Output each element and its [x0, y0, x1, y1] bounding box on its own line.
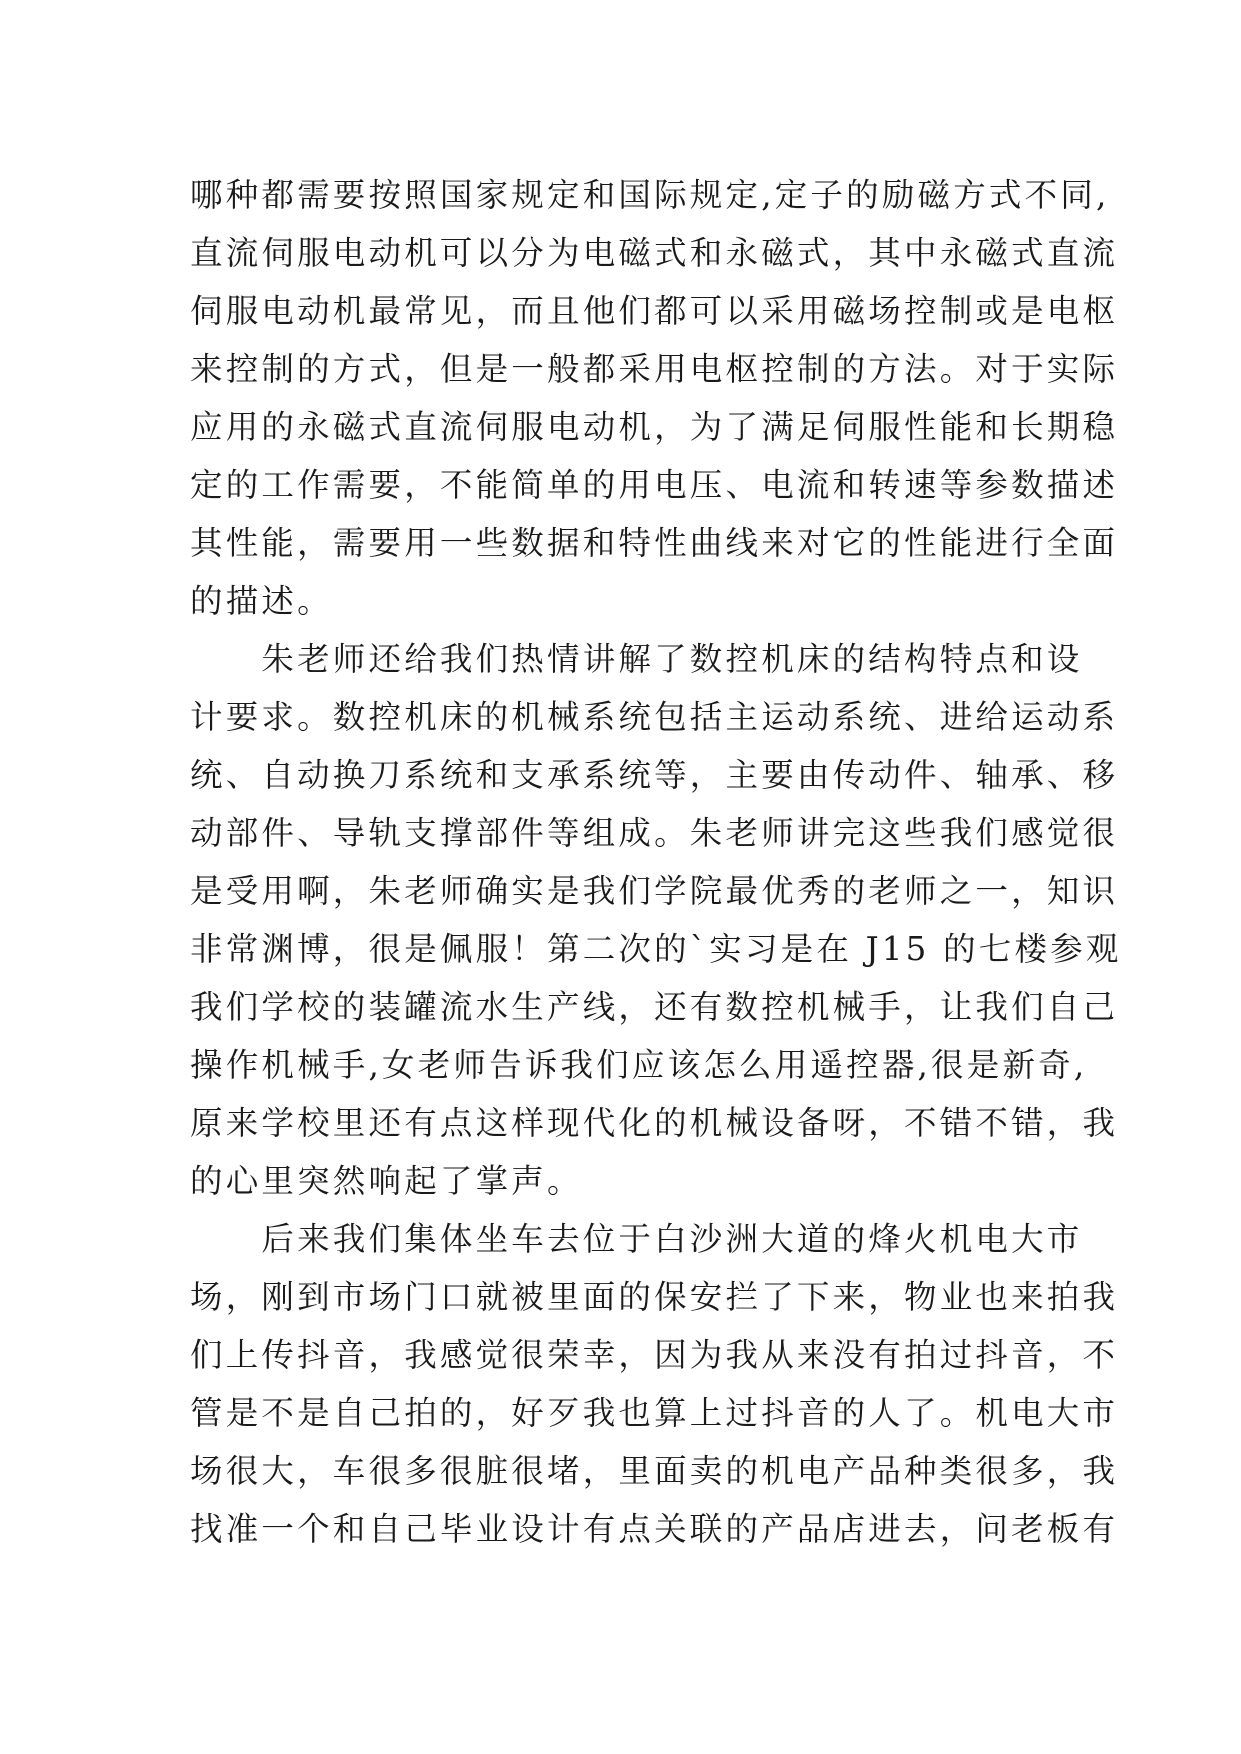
- text-line: 其性能，需要用一些数据和特性曲线来对它的性能进行全面: [190, 524, 1119, 562]
- text-line: 应用的永磁式直流伺服电动机，为了满足伺服性能和长期稳: [190, 408, 1119, 446]
- text-line: 直流伺服电动机可以分为电磁式和永磁式，其中永磁式直流: [190, 234, 1119, 272]
- text-line: 找准一个和自己毕业设计有点关联的产品店进去，问老板有: [190, 1510, 1119, 1548]
- text-line: 的心里突然响起了掌声。: [190, 1162, 583, 1200]
- text-line: 动部件、导轨支撑部件等组成。朱老师讲完这些我们感觉很: [190, 814, 1119, 852]
- text-line: 计要求。数控机床的机械系统包括主运动系统、进给运动系: [190, 698, 1119, 736]
- text-line: 场，刚到市场门口就被里面的保安拦了下来，物业也来拍我: [190, 1278, 1119, 1316]
- text-line: 统、自动换刀系统和支承系统等，主要由传动件、轴承、移: [190, 756, 1119, 794]
- text-line: 场很大，车很多很脏很堵，里面卖的机电产品种类很多，我: [190, 1452, 1119, 1490]
- text-line: 后来我们集体坐车去位于白沙洲大道的烽火机电大市: [190, 1220, 1083, 1258]
- text-line: 原来学校里还有点这样现代化的机械设备呀，不错不错，我: [190, 1104, 1119, 1142]
- body-text: [190, 166, 1122, 1558]
- text-line: 伺服电动机最常见，而且他们都可以采用磁场控制或是电枢: [190, 292, 1119, 330]
- text-line: 们上传抖音，我感觉很荣幸，因为我从来没有拍过抖音，不: [190, 1336, 1119, 1374]
- text-line: 管是不是自己拍的，好歹我也算上过抖音的人了。机电大市: [190, 1394, 1119, 1432]
- text-line: 来控制的方式，但是一般都采用电枢控制的方法。对于实际: [190, 350, 1119, 388]
- text-line: 操作机械手,女老师告诉我们应该怎么用遥控器,很是新奇,: [190, 1046, 1088, 1084]
- text-line: 的描述。: [190, 582, 333, 620]
- text-line: 非常渊博，很是佩服！第二次的`实习是在 J15 的七楼参观: [190, 930, 1122, 968]
- text-line: 是受用啊，朱老师确实是我们学院最优秀的老师之一，知识: [190, 872, 1119, 910]
- text-line: 朱老师还给我们热情讲解了数控机床的结构特点和设: [190, 640, 1083, 678]
- text-line: 我们学校的装罐流水生产线，还有数控机械手，让我们自己: [190, 988, 1119, 1026]
- text-line: 定的工作需要，不能简单的用电压、电流和转速等参数描述: [190, 466, 1119, 504]
- text-line: 哪种都需要按照国家规定和国际规定,定子的励磁方式不同,: [190, 176, 1110, 214]
